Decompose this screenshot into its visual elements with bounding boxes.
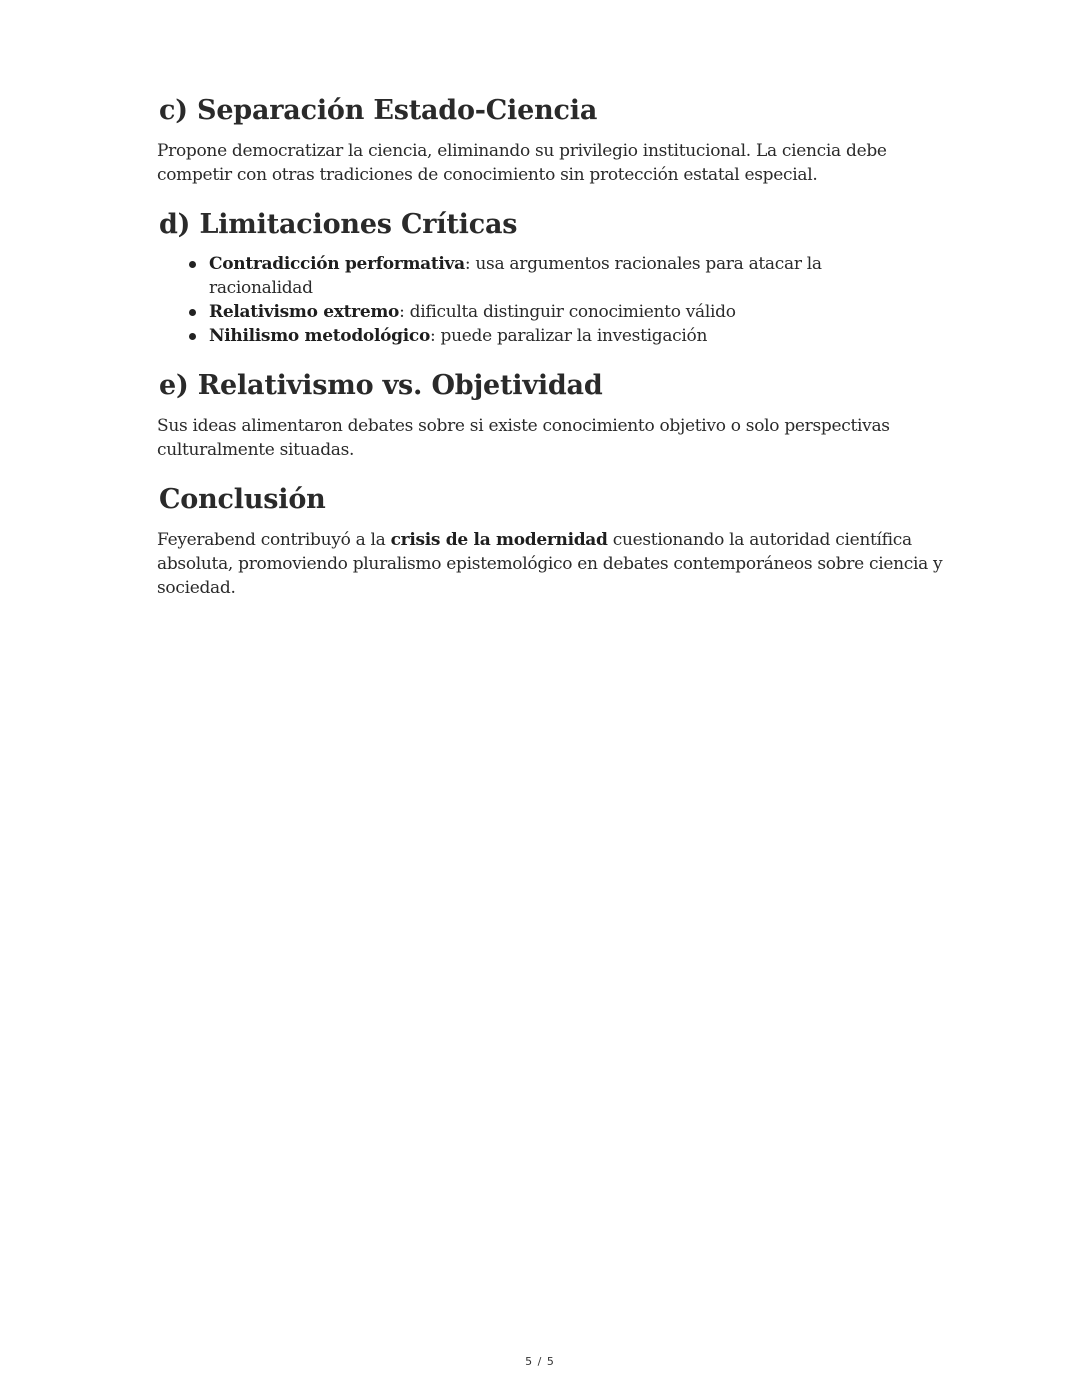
paragraph-emphasis: crisis de la modernidad bbox=[390, 530, 608, 550]
paragraph-text: Feyerabend contribuyó a la bbox=[157, 530, 391, 550]
list-item-text: : dificulta distinguir conocimiento válido bbox=[399, 302, 736, 322]
bullet-icon bbox=[189, 333, 196, 340]
section-heading: d) Limitaciones Críticas bbox=[159, 209, 518, 240]
list-item bbox=[209, 252, 849, 300]
section-paragraph: Propone democratizar la ciencia, eliminando su privilegio institucional. La ciencia debe competir con otras tradiciones de conocimiento sin protección estatal especial. bbox=[157, 141, 887, 185]
list-item-term: Nihilismo metodológico bbox=[209, 326, 430, 346]
bullet-icon bbox=[189, 309, 196, 316]
section-limitaciones-criticas bbox=[157, 207, 947, 348]
page-number: 5 / 5 bbox=[525, 1355, 555, 1368]
bullet-list bbox=[157, 252, 947, 348]
page-content bbox=[157, 93, 947, 600]
paragraph-text: cuestionando la autoridad científica absoluta, promoviendo pluralismo epistemológico en debates contemporáneos sobre ciencia y sociedad. bbox=[157, 530, 943, 598]
section-separacion-estado-ciencia bbox=[157, 93, 947, 187]
list-item-term: Relativismo extremo bbox=[209, 302, 400, 322]
section-heading: Conclusión bbox=[159, 484, 326, 515]
list-item bbox=[209, 324, 849, 348]
list-item bbox=[209, 300, 849, 324]
section-conclusion bbox=[157, 482, 947, 600]
section-paragraph: Sus ideas alimentaron debates sobre si existe conocimiento objetivo o solo perspectivas culturalmente situadas. bbox=[157, 416, 890, 460]
section-relativismo-objetividad bbox=[157, 368, 947, 462]
section-heading: c) Separación Estado-Ciencia bbox=[159, 95, 598, 126]
list-item-term: Contradicción performativa bbox=[209, 254, 465, 274]
section-paragraph bbox=[157, 528, 947, 600]
bullet-icon bbox=[189, 261, 196, 268]
list-item-text: : puede paralizar la investigación bbox=[430, 326, 708, 346]
list-item-text: : usa argumentos racionales para atacar la racionalidad bbox=[209, 254, 822, 298]
section-heading: e) Relativismo vs. Objetividad bbox=[159, 370, 603, 401]
